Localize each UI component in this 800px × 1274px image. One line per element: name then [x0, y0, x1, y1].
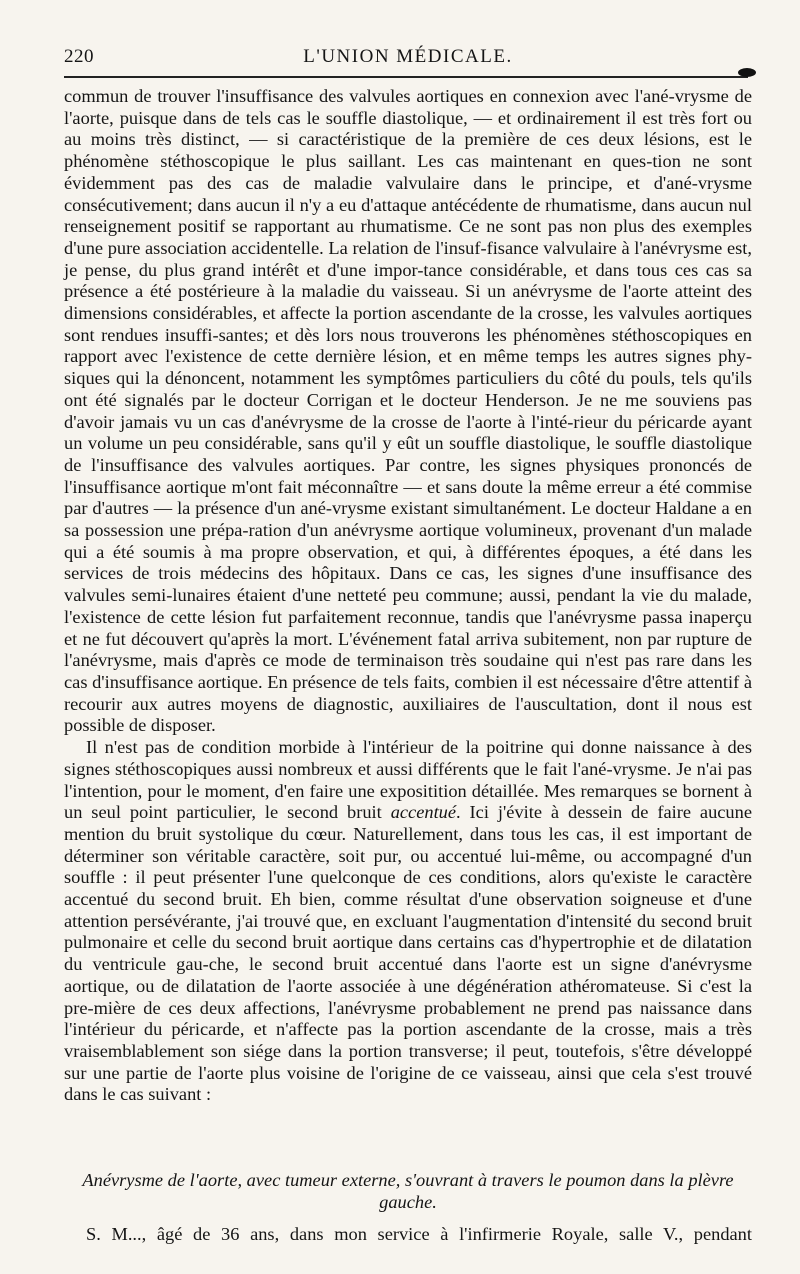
case-heading: Anévrysme de l'aorte, avec tumeur externe, s'ouvrant à travers le poumon dans la plèvre gauche. — [82, 1170, 734, 1212]
page-header — [64, 40, 752, 66]
emphasized-term: accentué — [390, 802, 457, 823]
header-rule — [64, 76, 748, 78]
paragraph-text: commun de trouver l'insuffisance des valvules aortiques en connexion avec l'ané-vrysme de l'aorte, puisque dans de tels cas le souffle diastolique, — et ordinairement il est très fort ou au moins très distinct, — si caractéristique de la première de ces deux lésions, est le phénomène stéthoscopique le plus saillant. Les cas maintenant en ques-tion ne sont évidemment pas des cas de maladie valvulaire dans le principe, et d'ané-vrysme consécutivement; dans aucun il n'y a eu d'attaque antécédente de rhumatisme, dans aucun nul renseignement positif se rapportant au rhumatisme. Ce ne sont pas non plus des exemples d'une pure association accidentelle. La relation de l'insuf-fisance valvulaire à l'anévrysme est, je pense, du plus grand intérêt et d'une impor-tance considérable, et dans tous ces cas sa présence a été postérieure à la maladie du vaisseau. Si un anévrysme de l'aorte atteint des dimensions considérables, et affecte la portion ascendante de la crosse, les valvules aortiques sont rendues insuffi-santes; et dès lors nous trouverons les phénomènes stéthoscopiques en rapport avec l'existence de cette dernière lésion, et en même temps les autres signes phy-siques qui la dénoncent, notamment les symptômes particuliers du côté du pouls, tels qu'ils ont été signalés par le docteur Corrigan et le docteur Henderson. Je ne me souviens pas d'avoir jamais vu un cas d'anévrysme de la crosse de l'aorte à l'inté-rieur du péricarde ayant un volume un peu considérable, sans qu'il y eût un souffle diastolique, le souffle diastolique de l'insuffisance des valvules aortiques. Par contre, les signes physiques prononcés de l'insuffisance aortique m'ont fait méconnaître — et sans doute la même erreur a été commise par d'autres — la présence d'un ané-vrysme existant simultanément. Le docteur Haldane a en sa possession une prépa-ration d'un anévrysme aortique volumineux, provenant d'un malade qui a été soumis à ma propre observation, et qui, à différentes époques, a été dans les services de trois médecins des hôpitaux. Dans ce cas, les signes d'une insuffisance des valvules semi-lunaires étaient d'une netteté peu commune; aussi, pendant la vie du malade, l'existence de cette lésion fut parfaitement reconnue, tandis que l'anévrysme passa inaperçu et ne fut découvert qu'après la mort. L'événement fatal arriva subitement, non par rupture de l'anévrysme, mais d'après ce mode de terminaison très soudaine qui n'est pas rare dans les cas d'insuffisance aortique. En présence de tels faits, combien il est nécessaire d'être attentif à recourir aux autres moyens de diagnostic, auxiliaires de l'auscultation, dont il nous est possible de disposer. — [64, 86, 752, 736]
rule-ornament — [738, 68, 756, 77]
running-title: L'UNION MÉDICALE. — [303, 46, 513, 67]
paragraph-second-sound — [64, 737, 752, 1106]
paragraph-text: Il n'est pas de condition morbide à l'intérieur de la poitrine qui donne naissance à des signes stéthoscopiques aussi nombreux et aussi différents que le fait l'ané-vrysme. Je n'ai pas l'intention, pour le moment, d'en faire une expositition détaillée. Mes remarques se bornent à un seul point particulier, le second bruit — [64, 737, 752, 823]
page-number: 220 — [64, 46, 94, 67]
paragraph-aneurysm-insufficiency — [64, 86, 752, 737]
paragraph-text: . Ici j'évite à dessein de faire aucune mention du bruit systolique du cœur. Naturellement, dans tous les cas, il est important de déterminer son véritable caractère, soit pur, ou accentué lui-même, ou accompagné d'un souffle : il peut présenter l'une quelconque de ces conditions, alors qu'existe le caractère accentué du second bruit. Eh bien, comme résultat d'une observation soigneuse et d'une attention persévérante, j'ai trouvé que, en excluant l'augmentation d'intensité du second bruit pulmonaire et celle du second bruit aortique dans certains cas d'hypertrophie et de dilatation du ventricule gau-che, le second bruit accentué dans l'aorte est un signe d'anévrysme aortique, ou de dilatation de l'aorte associée à une dégénération athéromateuse. Si c'est la pre-mière de ces deux affections, l'anévrysme probablement ne prend pas naissance dans l'intérieur du péricarde, et n'affecte pas la portion ascendante de la crosse, mais a très vraisemblablement son siége dans la portion transverse; il peut, toutefois, s'être développé sur une partie de l'aorte plus voisine de l'origine de ce vaisseau, ainsi que cela s'est trouvé dans le cas suivant : — [64, 802, 752, 1105]
case-first-line: S. M..., âgé de 36 ans, dans mon service à l'infirmerie Royale, salle V., pendant — [86, 1224, 752, 1244]
article-body — [64, 86, 752, 1106]
